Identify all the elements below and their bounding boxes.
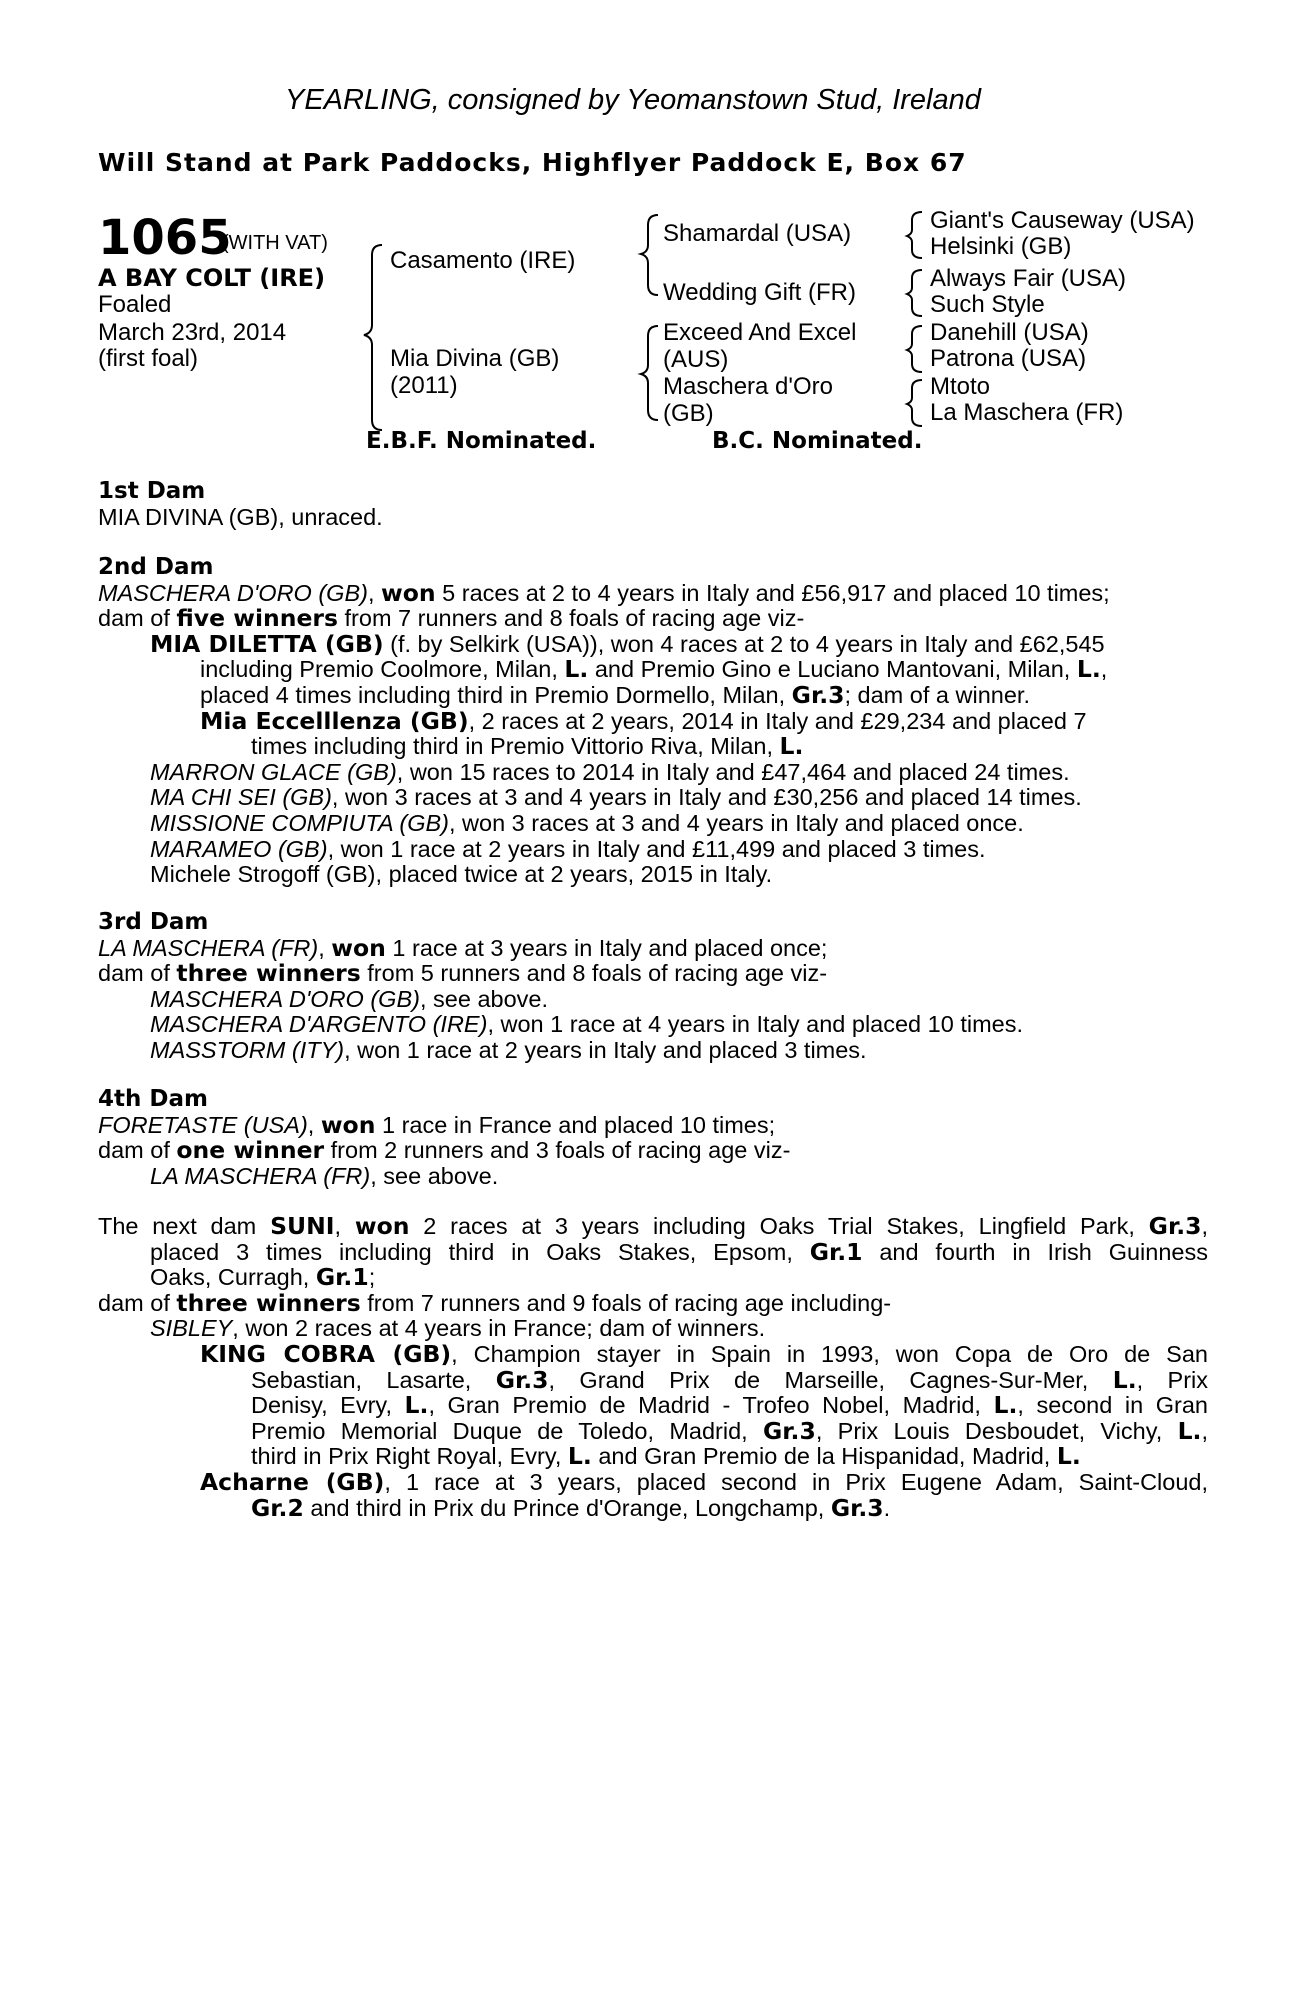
text: , Grand Prix de Marseille, Cagnes-Sur-Mer, <box>548 1366 1113 1393</box>
dam-sire-line1: Exceed And Excel <box>663 319 857 346</box>
progeny-line <box>98 657 1208 683</box>
text: and Gran Premio de la Hispanidad, Madrid, <box>591 1443 1057 1470</box>
next-dam-line2 <box>98 1237 1208 1266</box>
next-dam-line1 <box>98 1214 1208 1240</box>
progeny-line <box>98 760 1208 786</box>
listed-label: L. <box>404 1391 429 1420</box>
progeny-line <box>98 1365 1208 1394</box>
text: dam of <box>98 960 177 987</box>
text: , Champion stayer in Spain in 1993, won Copa de Oro de San <box>451 1340 1208 1367</box>
text: 2 races at 3 years including Oaks Trial Stakes, Lingfield Park, <box>409 1213 1149 1239</box>
sd-dam: Such Style <box>930 291 1045 318</box>
listed-label: L. <box>993 1391 1018 1420</box>
won-label: won <box>381 578 436 607</box>
third-dam-line2 <box>98 961 1208 987</box>
dam-name: SUNI <box>270 1212 335 1240</box>
text: The next dam <box>98 1213 271 1239</box>
progeny-line <box>98 1038 1208 1064</box>
text: Denisy, Evry, <box>251 1392 405 1419</box>
listed-label: L. <box>1076 655 1101 684</box>
text: from 2 runners and 3 foals of racing age viz- <box>324 1137 791 1164</box>
text: ; dam of a winner. <box>844 681 1030 708</box>
second-dam-title: 2nd Dam <box>98 554 214 580</box>
foal-note: (first foal) <box>98 345 199 372</box>
progeny-line <box>98 987 1208 1013</box>
third-dam-section <box>98 910 1208 1064</box>
text: , Prix <box>1136 1366 1208 1393</box>
third-dam-title: 3rd Dam <box>98 909 209 935</box>
race-record: 5 races at 2 to 4 years in Italy and £56,917 and placed 10 times; <box>435 579 1110 606</box>
text: times including third in Premio Vittorio Riva, Milan, <box>251 733 780 760</box>
listed-label: L. <box>567 1442 592 1471</box>
text: . <box>883 1494 891 1521</box>
first-dam-section <box>98 479 1208 530</box>
group-label: Gr.3 <box>1148 1212 1202 1240</box>
text: , see above. <box>419 985 549 1012</box>
progeny-name: LA MASCHERA (FR) <box>150 1162 371 1189</box>
fourth-dam-title: 4th Dam <box>98 1086 208 1112</box>
progeny-name: Mia Eccelllenza (GB) <box>200 706 469 735</box>
race-record: 1 race in France and placed 10 times; <box>375 1111 776 1138</box>
text: , <box>1201 1213 1209 1239</box>
group-label: Gr.1 <box>809 1237 863 1266</box>
ebf-nomination: E.B.F. Nominated. <box>366 428 597 454</box>
text: , Gran Premio de Madrid - Trofeo Nobel, Madrid, <box>428 1392 994 1419</box>
progeny-line <box>98 706 1208 735</box>
won-label: won <box>320 1110 376 1139</box>
text: Oaks, Curragh, <box>150 1264 316 1291</box>
text: from 7 runners and 8 foals of racing age viz- <box>337 605 805 632</box>
text: dam of <box>98 1137 177 1164</box>
progeny-line: Michele Strogoff (GB), placed twice at 2 years, 2015 in Italy. <box>150 861 773 888</box>
progeny-line <box>98 1493 1208 1522</box>
dam-name: Mia Divina (GB) <box>390 345 560 372</box>
progeny-name: KING COBRA (GB) <box>200 1339 452 1368</box>
text: , won 1 race at 4 years in Italy and placed 10 times. <box>487 1011 1024 1038</box>
winners-count: three winners <box>176 959 361 988</box>
dd-brace <box>907 380 922 426</box>
third-dam-line1: LA MASCHERA (FR), won 1 race at 3 years in Italy and placed once; <box>98 933 828 962</box>
listed-label: L. <box>564 655 589 684</box>
sd-brace <box>907 270 922 316</box>
listed-label: L. <box>1112 1365 1137 1394</box>
foaled-label: Foaled <box>98 291 172 318</box>
foaled-date: March 23rd, 2014 <box>98 319 287 346</box>
sire-brace <box>641 215 658 295</box>
progeny-name: SIBLEY <box>150 1315 233 1342</box>
dam-name: FORETASTE (USA) <box>98 1111 308 1138</box>
text: from 7 runners and 9 foals of racing age including- <box>360 1289 892 1316</box>
progeny-name: MIA DILETTA (GB) <box>150 629 384 658</box>
progeny-name: MASSTORM (ITY) <box>150 1036 345 1063</box>
progeny-name: MA CHI SEI (GB) <box>150 784 332 811</box>
text: , <box>1100 656 1108 683</box>
progeny-line <box>98 1316 1208 1342</box>
fourth-dam-line2 <box>98 1138 1208 1164</box>
text: and fourth in Irish Guinness <box>862 1238 1208 1265</box>
dd-sire: Mtoto <box>930 373 991 400</box>
progeny-name: MARAMEO (GB) <box>150 835 328 862</box>
text: including Premio Coolmore, Milan, <box>200 656 565 683</box>
text: ; <box>368 1264 376 1291</box>
dam-year: (2011) <box>390 372 458 399</box>
text: , 1 race at 3 years, placed second in Prix Eugene Adam, Saint-Cloud, <box>384 1468 1208 1495</box>
dam-dam-line1: Maschera d'Oro <box>663 373 833 400</box>
progeny-line <box>98 734 1208 760</box>
first-dam-title: 1st Dam <box>98 478 206 504</box>
text: dam of <box>98 605 177 632</box>
text: , Prix Louis Desboudet, Vichy, <box>815 1417 1178 1444</box>
text: , <box>1201 1417 1208 1444</box>
progeny-line <box>98 1164 1208 1190</box>
next-dam-section <box>98 1214 1208 1521</box>
group-label: Gr.1 <box>315 1263 369 1292</box>
dam-dam-line2: (GB) <box>663 400 714 427</box>
group-label: Gr.3 <box>763 1416 816 1445</box>
text: placed 3 times including third in Oaks Stakes, Epsom, <box>150 1238 810 1265</box>
second-dam-section <box>98 555 1208 888</box>
text: , won 3 races at 3 and 4 years in Italy and £30,256 and placed 14 times. <box>331 784 1082 811</box>
progeny-line <box>98 1339 1208 1368</box>
text: from 5 runners and 8 foals of racing age viz- <box>360 960 828 987</box>
lot-number: 1065 <box>98 210 232 266</box>
group-label: Gr.3 <box>791 680 845 709</box>
progeny-line <box>98 680 1208 709</box>
progeny-line <box>98 1444 1208 1470</box>
progeny-line <box>98 811 1208 837</box>
listed-label: L. <box>779 732 804 761</box>
listed-label: L. <box>1056 1442 1081 1471</box>
ds-brace <box>907 326 922 372</box>
text: , 2 races at 2 years, 2014 in Italy and £29,234 and placed 7 <box>468 707 1087 734</box>
progeny-line <box>98 629 1208 658</box>
progeny-name: MASCHERA D'ORO (GB) <box>150 985 420 1012</box>
won-label: won <box>354 1212 410 1240</box>
dam-sire-line2: (AUS) <box>663 346 729 373</box>
text: , won 15 races to 2014 in Italy and £47,464 and placed 24 times. <box>396 758 1070 785</box>
ss-sire: Giant's Causeway (USA) <box>930 207 1195 234</box>
sd-sire: Always Fair (USA) <box>930 265 1127 292</box>
ss-brace <box>907 212 922 258</box>
text: (f. by Selkirk (USA)), won 4 races at 2 to 4 years in Italy and £62,545 <box>383 630 1105 657</box>
progeny-line <box>98 1393 1208 1419</box>
winners-count: one winner <box>176 1136 325 1165</box>
text: and Premio Gino e Luciano Mantovani, Milan, <box>588 656 1077 683</box>
group-label: Gr.2 <box>251 1493 304 1522</box>
location-line: Will Stand at Park Paddocks, Highflyer Paddock E, Box 67 <box>98 148 967 177</box>
lot-title: A BAY COLT (IRE) <box>98 264 326 292</box>
sire-dam: Wedding Gift (FR) <box>663 279 856 306</box>
sire-sire: Shamardal (USA) <box>663 220 852 247</box>
second-dam-line2 <box>98 606 1208 632</box>
text: , won 1 race at 2 years in Italy and placed 3 times. <box>344 1036 867 1063</box>
main-brace <box>364 245 382 430</box>
next-dam-line4 <box>98 1288 1208 1317</box>
text: dam of <box>98 1289 177 1316</box>
progeny-name: MASCHERA D'ARGENTO (IRE) <box>150 1011 488 1038</box>
second-dam-line1: MASCHERA D'ORO (GB), won 5 races at 2 to 4 years in Italy and £56,917 and placed 10 times; <box>98 578 1110 607</box>
text: third in Prix Right Royal, Evry, <box>251 1443 568 1470</box>
text: and third in Prix du Prince d'Orange, Longchamp, <box>303 1494 831 1521</box>
text: placed 4 times including third in Premio Dormello, Milan, <box>200 681 792 708</box>
text: , see above. <box>370 1162 499 1189</box>
listed-label: L. <box>1177 1416 1202 1445</box>
race-record: 1 race at 3 years in Italy and placed once; <box>385 934 828 961</box>
progeny-line <box>98 837 1208 863</box>
progeny-line <box>98 1416 1208 1445</box>
text: Sebastian, Lasarte, <box>251 1366 496 1393</box>
text: , second in Gran <box>1017 1392 1208 1419</box>
sire-name: Casamento (IRE) <box>390 247 576 274</box>
next-dam-line3 <box>98 1265 1208 1291</box>
progeny-line <box>98 1467 1208 1496</box>
group-label: Gr.3 <box>495 1365 549 1394</box>
progeny-name: MISSIONE COMPIUTA (GB) <box>150 809 449 836</box>
progeny-name: Acharne (GB) <box>200 1467 385 1496</box>
dam-brace <box>641 326 658 420</box>
progeny-line <box>98 785 1208 811</box>
dd-dam: La Maschera (FR) <box>930 399 1124 426</box>
winners-count: three winners <box>176 1288 361 1317</box>
ds-sire: Danehill (USA) <box>930 319 1089 346</box>
vat-note: (WITH VAT) <box>222 232 328 254</box>
ss-dam: Helsinki (GB) <box>930 233 1072 260</box>
fourth-dam-section <box>98 1087 1208 1189</box>
consignment-line: YEARLING, consigned by Yeomanstown Stud, Ireland <box>285 84 981 116</box>
dam-name: LA MASCHERA (FR) <box>98 934 319 961</box>
group-label: Gr.3 <box>830 1493 884 1522</box>
text: , <box>334 1213 355 1239</box>
text: , won 1 race at 2 years in Italy and £11,499 and placed 3 times. <box>327 835 986 862</box>
progeny-name: MARRON GLACE (GB) <box>150 758 397 785</box>
text: Premio Memorial Duque de Toledo, Madrid, <box>251 1417 764 1444</box>
text: , won 2 races at 4 years in France; dam of winners. <box>232 1315 766 1342</box>
bc-nomination: B.C. Nominated. <box>712 428 923 454</box>
first-dam-text: MIA DIVINA (GB), unraced. <box>98 503 383 530</box>
text: , won 3 races at 3 and 4 years in Italy and placed once. <box>448 809 1024 836</box>
progeny-line <box>98 1012 1208 1038</box>
fourth-dam-line1: FORETASTE (USA), won 1 race in France and placed 10 times; <box>98 1110 776 1139</box>
ds-dam: Patrona (USA) <box>930 345 1087 372</box>
winners-count: five winners <box>176 604 338 633</box>
dam-name: MASCHERA D'ORO (GB) <box>98 579 368 606</box>
won-label: won <box>331 933 386 962</box>
